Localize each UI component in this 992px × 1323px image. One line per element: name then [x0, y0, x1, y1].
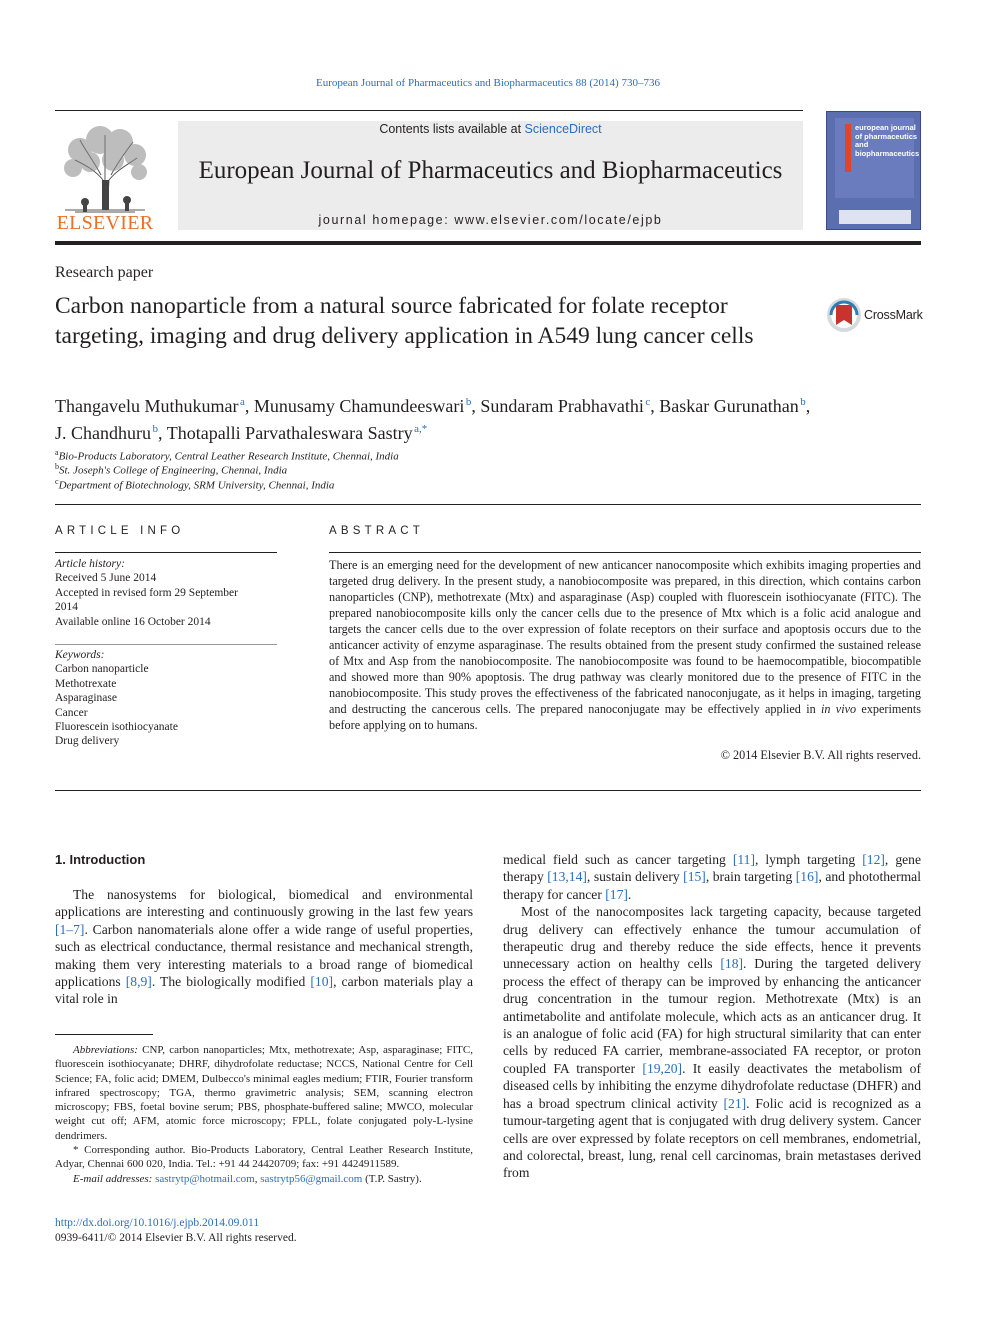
body-text: . During the targeted delivery process the effect of therapy can be improved by enhancing the anticancer drug concentration in the tumour region. Methotrexate (Mtx) is an antimetabolite and antifolate molecule, which acts as an anticancer drug. It is an analogue of folic acid (FA) for high structural similarity that can enter cells by reduced FA carrier, membrane-associated FA receptor, or proton coupled FA transporter [503, 956, 921, 1076]
affiliation-sup: c [55, 477, 59, 486]
keyword: Methotrexate [55, 677, 117, 690]
abbrev-label: Abbreviations: [73, 1044, 138, 1056]
author-name[interactable]: Thotapalli Parvathaleswara Sastry [166, 423, 413, 443]
keyword: Asparaginase [55, 692, 117, 705]
keywords-rule [55, 644, 277, 645]
body-text: . The biologically modified [151, 974, 311, 990]
affiliation-text: Department of Biotechnology, SRM University, Chennai, India [58, 479, 335, 492]
doi-link[interactable]: http://dx.doi.org/10.1016/j.ejpb.2014.09.011 [55, 1217, 260, 1229]
intro-paragraph [503, 903, 921, 1182]
body-text: Most of the nanocomposites lack targeting capacity, because targeted drug delivery can effectively enhance the tumour accumulation of therapeutic drug and thereby reduce the side effects, hence it prevents unnecessary action on healthy cells [503, 904, 921, 972]
citation-link[interactable]: [16] [795, 869, 819, 885]
email-link[interactable]: sastrytp56@gmail.com [260, 1172, 363, 1185]
journal-banner [178, 121, 803, 230]
author-sep: , [158, 423, 167, 443]
email-suffix: (T.P. Sastry). [362, 1172, 422, 1185]
author-name[interactable]: Baskar Gurunathan [659, 396, 799, 416]
body-text: , carbon materials play a vital role in [55, 974, 473, 1007]
citation-link[interactable]: [18] [720, 956, 744, 972]
cover-title: european journal of pharmaceutics and biopharmaceutics [855, 123, 920, 158]
author-name[interactable]: Munusamy Chamundeeswari [253, 396, 465, 416]
affiliation-text: St. Joseph's College of Engineering, Chennai, India [59, 464, 288, 477]
article-type: Research paper [55, 264, 154, 281]
journal-cover-image[interactable] [826, 111, 921, 230]
author-affil-sup[interactable]: b [465, 396, 472, 408]
publisher-name: ELSEVIER [56, 212, 154, 234]
body-text: , and photothermal therapy for cancer [503, 869, 921, 902]
footnote-rule [55, 1034, 153, 1035]
author-affil-sup[interactable]: c [645, 396, 651, 408]
intro-right-column [503, 851, 921, 1182]
body-text: . It easily deactivates the metabolism of diseased cells by inhibiting the enzyme dihydrofolate reductase (DHFR) and has a broad spectrum clinical activity [503, 1060, 921, 1111]
contents-line [178, 121, 803, 137]
affiliation-sup: a [55, 448, 59, 457]
body-text: , gene therapy [503, 852, 921, 885]
intro-paragraph-continued [503, 851, 921, 903]
author-affil-sup[interactable]: a [239, 396, 245, 408]
history-label: Article history: [55, 558, 125, 570]
header-thick-rule [55, 241, 921, 245]
citation-link[interactable]: [17] [605, 886, 628, 902]
author-affil-sup[interactable]: b [800, 396, 806, 408]
body-text: , brain targeting [705, 869, 796, 885]
email-label: E-mail addresses: [73, 1172, 153, 1185]
citation-link[interactable]: [19,20] [642, 1060, 683, 1076]
body-text: The nanosystems for biological, biomedical and environmental applications are interesting and continuously growing in the last few years [55, 887, 473, 920]
author-affil-sup[interactable]: a,* [414, 423, 428, 435]
affiliation-text: Bio-Products Laboratory, Central Leather Research Institute, Chennai, India [58, 450, 399, 463]
abstract-text-end: experiments before applying on to humans. [329, 702, 921, 732]
article-title: Carbon nanoparticle from a natural source fabricated for folate receptor targeting, imaging and drug delivery application in A549 lung cancer cells [55, 293, 754, 349]
abstract-end-rule [55, 790, 921, 791]
author-sep: , [805, 396, 811, 416]
footer [55, 1216, 297, 1246]
email-link[interactable]: sastrytp@hotmail.com [155, 1172, 255, 1185]
contents-prefix: Contents lists available at [379, 122, 525, 136]
body-text: , sustain delivery [586, 869, 684, 885]
intro-left-column [55, 886, 473, 1008]
cover-stripe [845, 124, 851, 172]
author-name[interactable]: Thangavelu Muthukumar [55, 396, 239, 416]
author-name[interactable]: Sundaram Prabhavathi [480, 396, 644, 416]
history-line: Available online 16 October 2014 [55, 615, 211, 628]
citation-link[interactable]: [10] [310, 974, 334, 990]
corresponding-author: * Corresponding author. Bio-Products Laboratory, Central Leather Research Institute, Adyar, Chennai 600 020, India. Tel.: +91 44 24420709; fax: +91 4424911589. [55, 1144, 473, 1171]
affiliation [55, 475, 755, 493]
body-text: . Folic acid is recognized as a tumour-targeting agent that is conjugated with drug delivery system. Cancer cells are over expressed by folate receptors on cell membranes, endometrial, and colorectal, breast, lung, renal cell carcinomas, brain metastases derived from [503, 1095, 921, 1181]
keyword: Drug delivery [55, 735, 120, 748]
crossmark-label[interactable]: CrossMark [864, 308, 923, 322]
body-text: . [627, 886, 632, 902]
citation-link[interactable]: [1–7] [55, 921, 85, 937]
abstract-text: There is an emerging need for the development of new anticancer nanocomposite which exhibits imaging properties and targeted drug delivery. In the present study, a nanobiocomposite was prepared, in this direction, which contains carbon nanoparticles (CNP), methotrexate (Mtx) and asparaginase (Asp) coupled with fluorescein isothiocyanate (FITC). The prepared nanobiocomposite kills only the cancer cells due to the presence of Mtx which is a folic acid analogue and targets the cancer cells due to the over expression of folate receptors on their surface and apoptosis occurs due to the anticancer activity of enzyme asparaginase. The results obtained from the present study confirmed the sustained release of Mtx and Asp from the nanobiocomposite. The nanobiocomposite was found to be haemocompatible, biocompatible and showed more than 90% apoptosis. The drug pathway was clearly monitored due to the presence of FITC in the nanobiocomposite. This study proves the effectiveness of the fabricated nanoconjugate, as it helps in imaging, targeting and destructing the cancerous cells. The prepared nanoconjugate may be effectively applied in [329, 558, 921, 716]
keyword: Fluorescein isothiocyanate [55, 721, 178, 734]
issn-line: 0939-6411/© 2014 Elsevier B.V. All rights reserved. [55, 1232, 297, 1244]
email-sep: , [254, 1172, 261, 1185]
history-line: Received 5 June 2014 [55, 572, 157, 585]
abstract-heading: ABSTRACT [329, 525, 424, 537]
sciencedirect-link[interactable]: ScienceDirect [524, 122, 602, 136]
article-info-heading: ARTICLE INFO [55, 525, 185, 537]
body-text: , lymph targeting [754, 852, 863, 867]
citation-link[interactable]: [12] [862, 852, 885, 867]
citation-link[interactable]: [11] [732, 852, 755, 867]
header-rule [55, 110, 803, 111]
keywords-label: Keywords: [55, 649, 105, 661]
body-text: medical field such as cancer targeting [503, 852, 733, 867]
journal-citation[interactable]: European Journal of Pharmaceutics and Biopharmaceutics 88 (2014) 730–736 [316, 77, 660, 89]
author-sep: , [471, 396, 481, 416]
author-sep: , [244, 396, 254, 416]
section-heading: 1. Introduction [55, 852, 146, 867]
citation-link[interactable]: [21] [723, 1095, 747, 1111]
abbrev-text: CNP, carbon nanoparticles; Mtx, methotrexate; Asp, asparaginase; FITC, fluorescein isothiocyanate; DHRF, dihydrofolate reductase; NCCS, National Centre for Cell Science; FA, folic acid; DMEM, Dulbecco's minimal eagles medium; FTIR, Fourier transform infrared spectroscopy; TGA, thermo gravimetric analysis; SEM, scanning electron microscopy; FBS, foetal bovine serum; PBS, phosphate-buffered saline; MWCO, molecular weight cut off; AFM, atomic force microscopy; FPLL, folate conjugated poly-L-lysine dendrimers. [55, 1044, 473, 1142]
cover-footer [839, 210, 911, 224]
journal-name: European Journal of Pharmaceutics and Biopharmaceutics [198, 157, 783, 184]
history-line: Accepted in revised form 29 September [55, 586, 238, 599]
abstract-rule [329, 552, 921, 553]
affiliations-rule [55, 504, 921, 505]
citation-link[interactable]: [8,9] [125, 974, 152, 990]
abstract-copyright: © 2014 Elsevier B.V. All rights reserved. [720, 748, 921, 762]
author-name[interactable]: J. Chandhuru [55, 423, 151, 443]
intro-paragraph [55, 886, 473, 1008]
author-sep: , [650, 396, 660, 416]
article-history [55, 557, 277, 629]
keyword: Cancer [55, 706, 88, 719]
journal-homepage[interactable]: journal homepage: www.elsevier.com/locate/ejpb [318, 213, 663, 227]
abstract-body [329, 557, 921, 733]
article-info-rule [55, 552, 277, 553]
body-text: . Carbon nanomaterials alone offer a wide range of useful properties, such as electrical conductance, thermal resistance and mechanical strength, making them very interesting materials to a broad range of biomedical applications [55, 921, 473, 990]
citation-link[interactable]: [13,14] [547, 869, 587, 885]
author-list [55, 391, 925, 445]
author-affil-sup[interactable]: b [152, 423, 159, 435]
abstract-italic: in vivo [821, 702, 857, 716]
keywords-list [55, 648, 277, 749]
affiliation-sup: b [55, 462, 59, 471]
history-line: 2014 [55, 601, 78, 614]
footnotes [55, 1043, 473, 1186]
keyword: Carbon nanoparticle [55, 663, 149, 676]
citation-link[interactable]: [15] [683, 869, 706, 885]
